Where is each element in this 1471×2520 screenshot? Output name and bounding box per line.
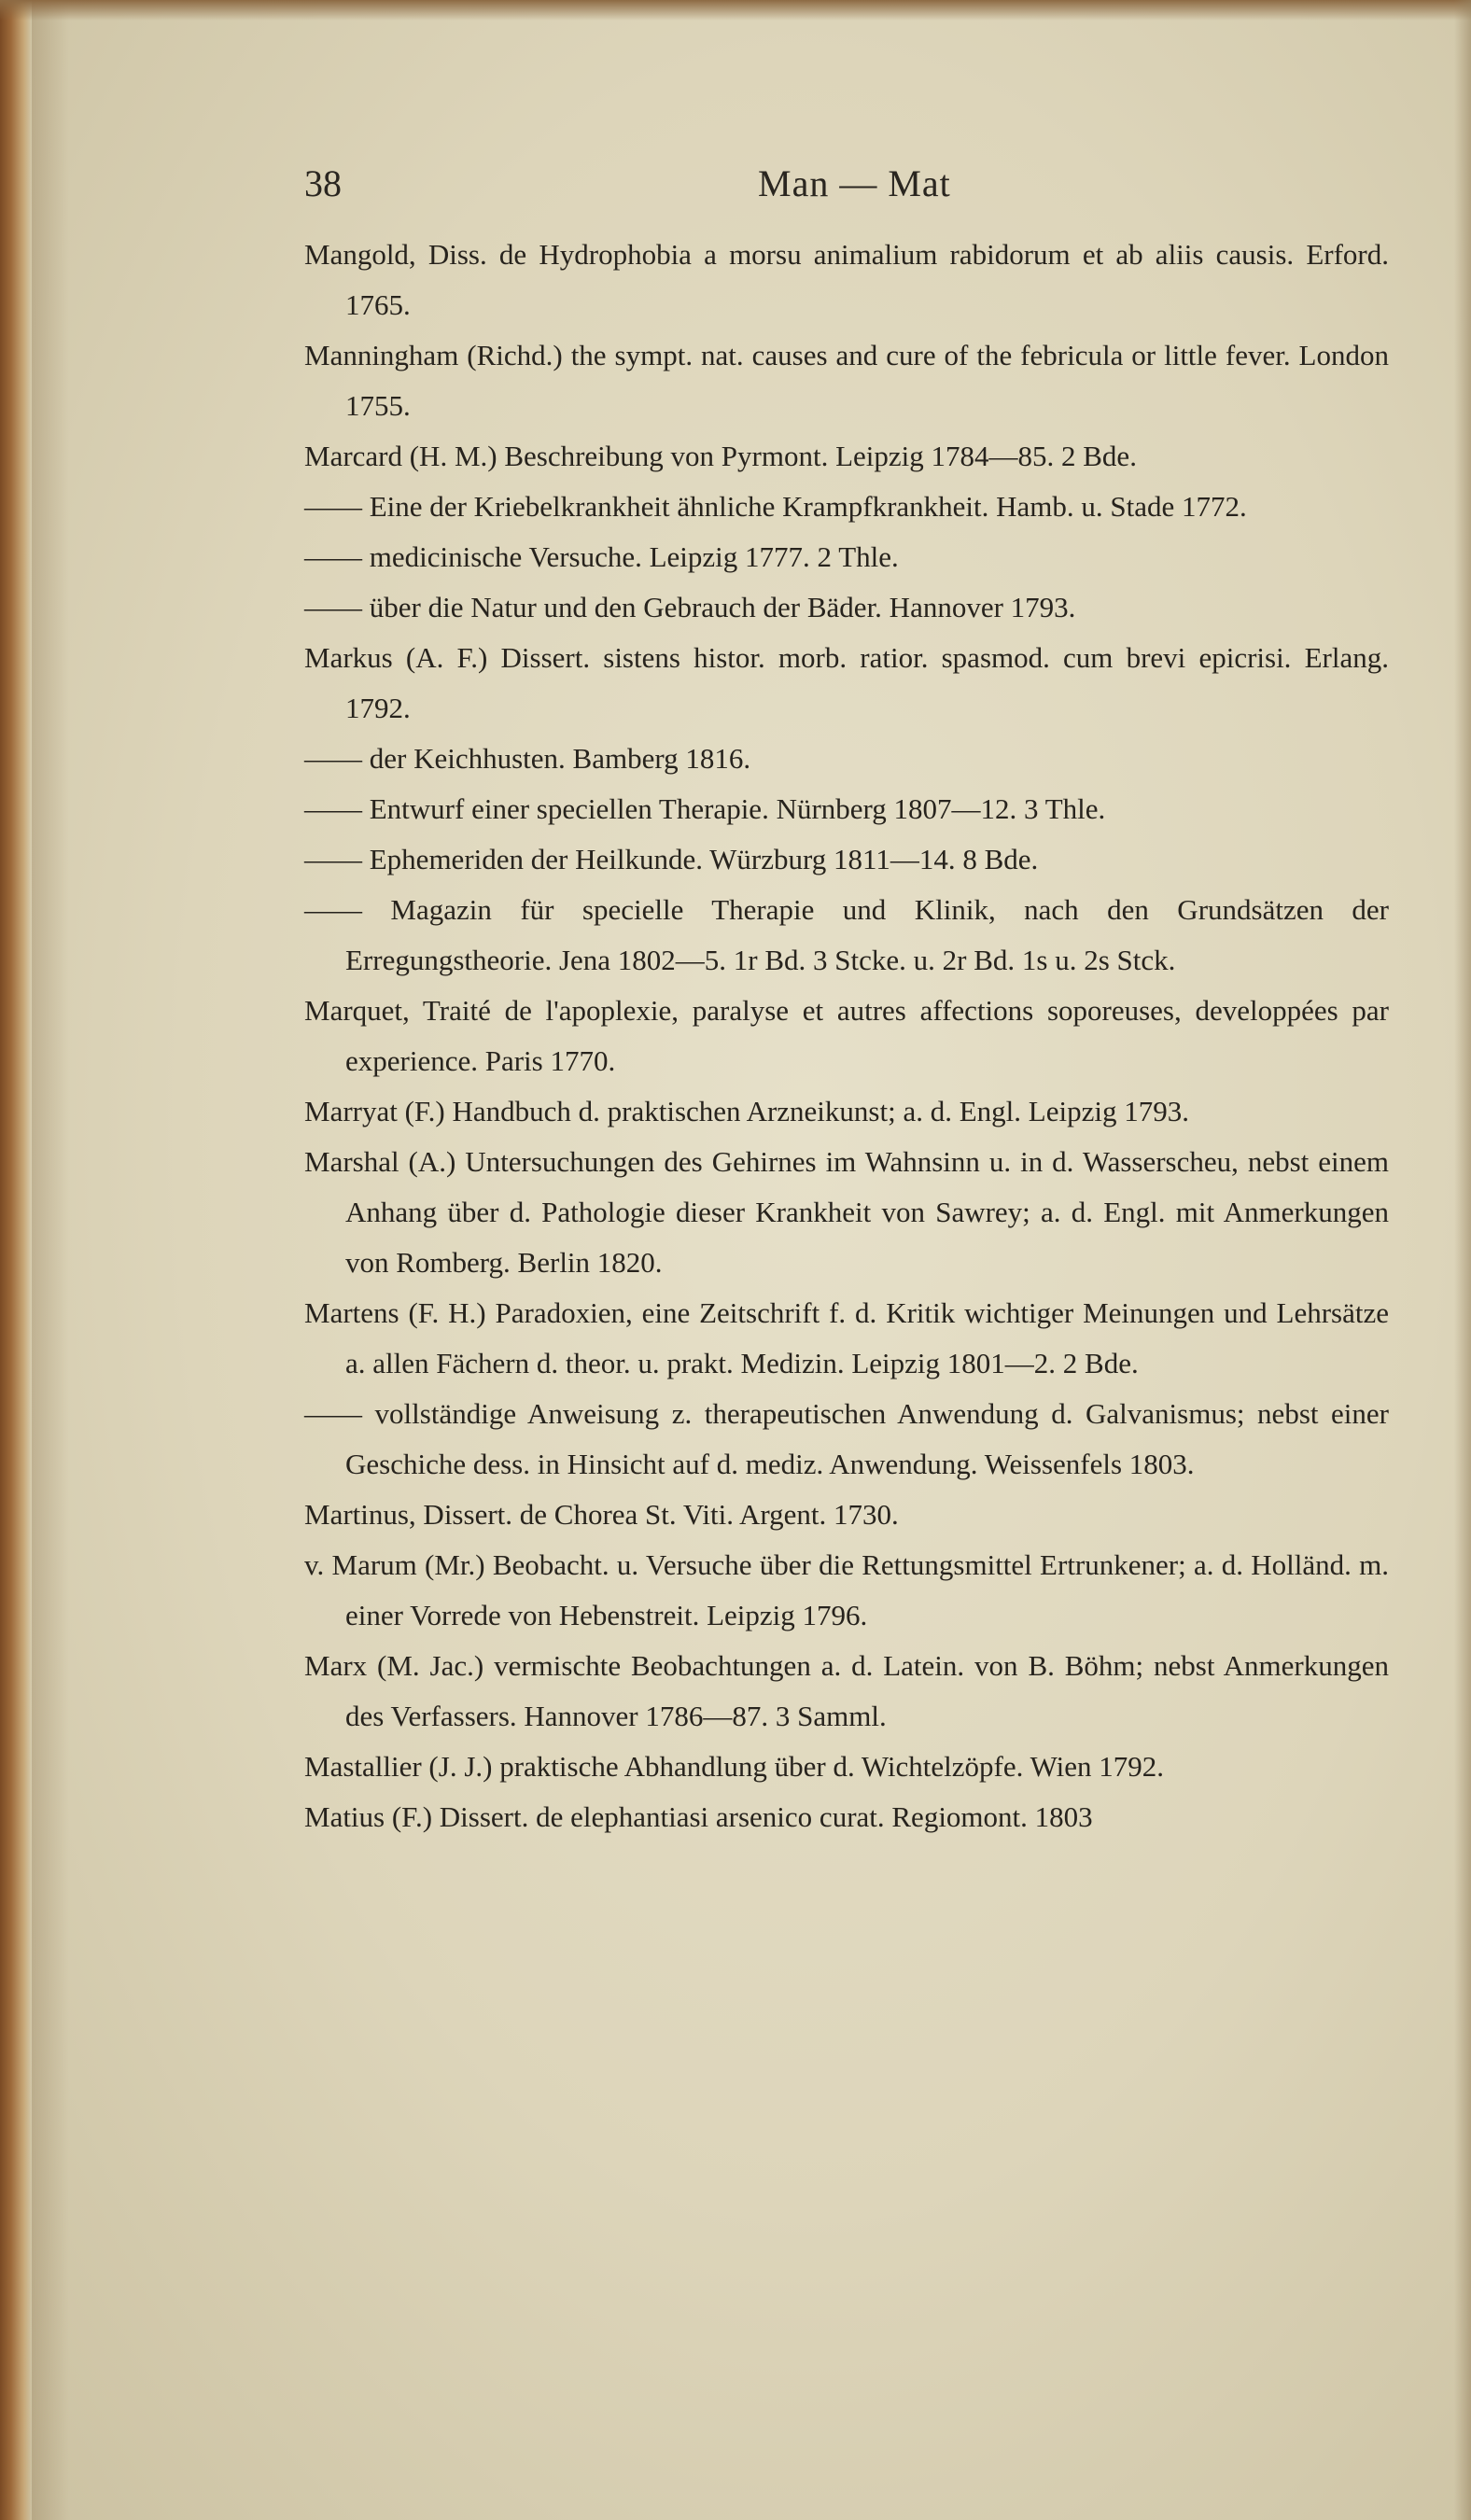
gutter-shadow: [32, 0, 69, 2520]
page-top-edge: [0, 0, 1471, 21]
bibliography-entry: Marcard (H. M.) Beschreibung von Pyrmont. Leipzig 1784—85. 2 Bde.: [304, 440, 1137, 472]
page-right-edge: [1454, 0, 1471, 2520]
bibliography-entry: v. Marum (Mr.) Beobacht. u. Versuche über die Rettungsmittel Ertrunkener; a. d. Holländ. m. einer Vorrede von Hebenstreit. Leipzig 1796.: [304, 1548, 1389, 1631]
bibliography-entry: Manningham (Richd.) the sympt. nat. causes and cure of the febricula or little fever. London 1755.: [304, 339, 1389, 422]
running-head: Man — Mat: [758, 162, 951, 204]
bibliography-entry: Martens (F. H.) Paradoxien, eine Zeitschrift f. d. Kritik wichtiger Meinungen und Lehrsätze a. allen Fächern d. theor. u. prakt. Medizin. Leipzig 1801—2. 2 Bde.: [304, 1296, 1389, 1379]
bibliography-entry: Marquet, Traité de l'apoplexie, paralyse et autres affections soporeuses, developpées par experience. Paris 1770.: [304, 994, 1389, 1077]
bibliography-entry: —— vollständige Anweisung z. therapeutischen Anwendung d. Galvanismus; nebst einer Geschiche dess. in Hinsicht auf d. mediz. Anwendung. Weissenfels 1803.: [304, 1397, 1389, 1480]
bibliography-entry: —— Entwurf einer speciellen Therapie. Nürnberg 1807—12. 3 Thle.: [304, 792, 1106, 825]
bibliography-entry: Mangold, Diss. de Hydrophobia a morsu animalium rabidorum et ab aliis causis. Erford. 1765.: [304, 238, 1389, 321]
page-number: 38: [304, 162, 342, 204]
page-header: [304, 154, 1014, 214]
bibliography-entry: Mastallier (J. J.) praktische Abhandlung über d. Wichtelzöpfe. Wien 1792.: [304, 1750, 1164, 1783]
bibliography-entry: Marryat (F.) Handbuch d. praktischen Arzneikunst; a. d. Engl. Leipzig 1793.: [304, 1095, 1189, 1127]
bibliography-entry: Markus (A. F.) Dissert. sistens histor. morb. ratior. spasmod. cum brevi epicrisi. Erlang. 1792.: [304, 641, 1389, 724]
bibliography-entry: —— Ephemeriden der Heilkunde. Würzburg 1811—14. 8 Bde.: [304, 843, 1039, 875]
bibliography-entry: —— Magazin für specielle Therapie und Klinik, nach den Grundsätzen der Erregungstheorie. Jena 1802—5. 1r Bd. 3 Stcke. u. 2r Bd. 1s u. 2s Stck.: [304, 893, 1389, 976]
bibliography-entry: —— Eine der Kriebelkrankheit ähnliche Krampfkrankheit. Hamb. u. Stade 1772.: [304, 490, 1247, 523]
bibliography-entry: —— der Keichhusten. Bamberg 1816.: [304, 742, 751, 775]
bibliography-entry: Marx (M. Jac.) vermischte Beobachtungen a. d. Latein. von B. Böhm; nebst Anmerkungen des Verfassers. Hannover 1786—87. 3 Samml.: [304, 1649, 1389, 1732]
bibliography-entry: Martinus, Dissert. de Chorea St. Viti. Argent. 1730.: [304, 1498, 899, 1531]
book-spine-edge: [0, 0, 32, 2520]
bibliography-list: [304, 230, 1389, 1842]
bibliography-entry: —— über die Natur und den Gebrauch der Bäder. Hannover 1793.: [304, 591, 1076, 623]
bibliography-entry: Marshal (A.) Untersuchungen des Gehirnes im Wahnsinn u. in d. Wasserscheu, nebst einem Anhang über d. Pathologie dieser Krankheit von Sawrey; a. d. Engl. mit Anmerkungen von Romberg. Berlin 1820.: [304, 1145, 1389, 1279]
bibliography-entry: Matius (F.) Dissert. de elephantiasi arsenico curat. Regiomont. 1803: [304, 1800, 1093, 1833]
bibliography-entry: —— medicinische Versuche. Leipzig 1777. 2 Thle.: [304, 540, 899, 573]
